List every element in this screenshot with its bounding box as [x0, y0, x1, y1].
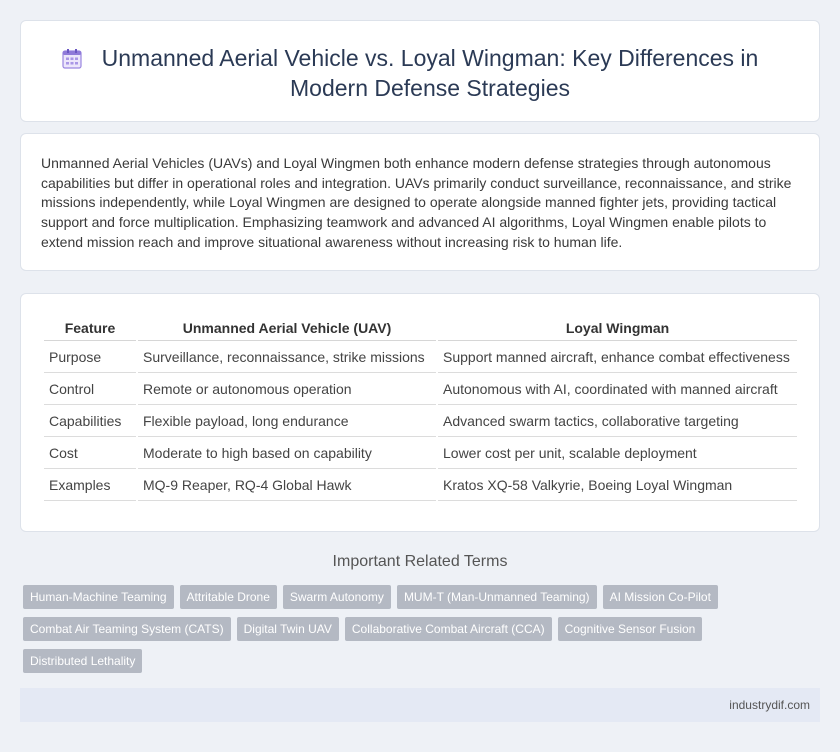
related-term-tag[interactable]: Distributed Lethality [23, 649, 142, 673]
intro-paragraph: Unmanned Aerial Vehicles (UAVs) and Loyal Wingmen both enhance modern defense strategies through autonomous capabilities but differ in operational roles and integration. UAVs primarily conduct surveillance, reconnaissance, and strike missions independently, while Loyal Wingmen are designed to operate alongside manned fighter jets, providing tactical support and force multiplication. Emphasizing teamwork and advanced AI algorithms, Loyal Wingmen enable pilots to extend mission reach and improve situational awareness without increasing risk to human life. [41, 155, 792, 250]
header-loyal-wingman: Loyal Wingman [438, 316, 797, 341]
table-row [44, 439, 797, 469]
footer [20, 688, 820, 722]
related-term-tag[interactable]: Attritable Drone [180, 585, 277, 609]
row-feature: Examples [44, 471, 136, 501]
row-uav: Moderate to high based on capability [138, 439, 436, 469]
related-terms-heading: Important Related Terms [332, 553, 508, 570]
table-row [44, 375, 797, 405]
row-loyal-wingman: Advanced swarm tactics, collaborative targeting [438, 407, 797, 437]
related-term-tag[interactable]: MUM-T (Man-Unmanned Teaming) [397, 585, 597, 609]
row-loyal-wingman: Kratos XQ-58 Valkyrie, Boeing Loyal Wingman [438, 471, 797, 501]
related-term-tag[interactable]: Cognitive Sensor Fusion [558, 617, 703, 641]
header-uav: Unmanned Aerial Vehicle (UAV) [138, 316, 436, 341]
table-row [44, 407, 797, 437]
intro-card [20, 133, 820, 271]
footer-site-link[interactable]: industrydif.com [729, 698, 810, 712]
row-loyal-wingman: Autonomous with AI, coordinated with manned aircraft [438, 375, 797, 405]
related-term-tag[interactable]: AI Mission Co-Pilot [603, 585, 718, 609]
row-feature: Purpose [44, 343, 136, 373]
row-feature: Capabilities [44, 407, 136, 437]
related-term-tag[interactable]: Swarm Autonomy [283, 585, 391, 609]
row-feature: Control [44, 375, 136, 405]
page-title: Unmanned Aerial Vehicle vs. Loyal Wingman: Key Differences in Modern Defense Strategies [101, 45, 759, 101]
row-uav: Flexible payload, long endurance [138, 407, 436, 437]
comparison-card [20, 293, 820, 532]
title-card [20, 20, 820, 122]
related-term-tag[interactable]: Collaborative Combat Aircraft (CCA) [345, 617, 552, 641]
comparison-table [42, 314, 799, 503]
row-uav: Surveillance, reconnaissance, strike missions [138, 343, 436, 373]
row-uav: Remote or autonomous operation [138, 375, 436, 405]
related-terms-list [23, 585, 783, 681]
row-loyal-wingman: Lower cost per unit, scalable deployment [438, 439, 797, 469]
header-feature: Feature [44, 316, 136, 341]
table-header-row [44, 316, 797, 341]
table-row [44, 471, 797, 501]
related-term-tag[interactable]: Digital Twin UAV [237, 617, 339, 641]
table-row [44, 343, 797, 373]
related-term-tag[interactable]: Combat Air Teaming System (CATS) [23, 617, 231, 641]
row-feature: Cost [44, 439, 136, 469]
row-uav: MQ-9 Reaper, RQ-4 Global Hawk [138, 471, 436, 501]
row-loyal-wingman: Support manned aircraft, enhance combat effectiveness [438, 343, 797, 373]
related-term-tag[interactable]: Human-Machine Teaming [23, 585, 174, 609]
